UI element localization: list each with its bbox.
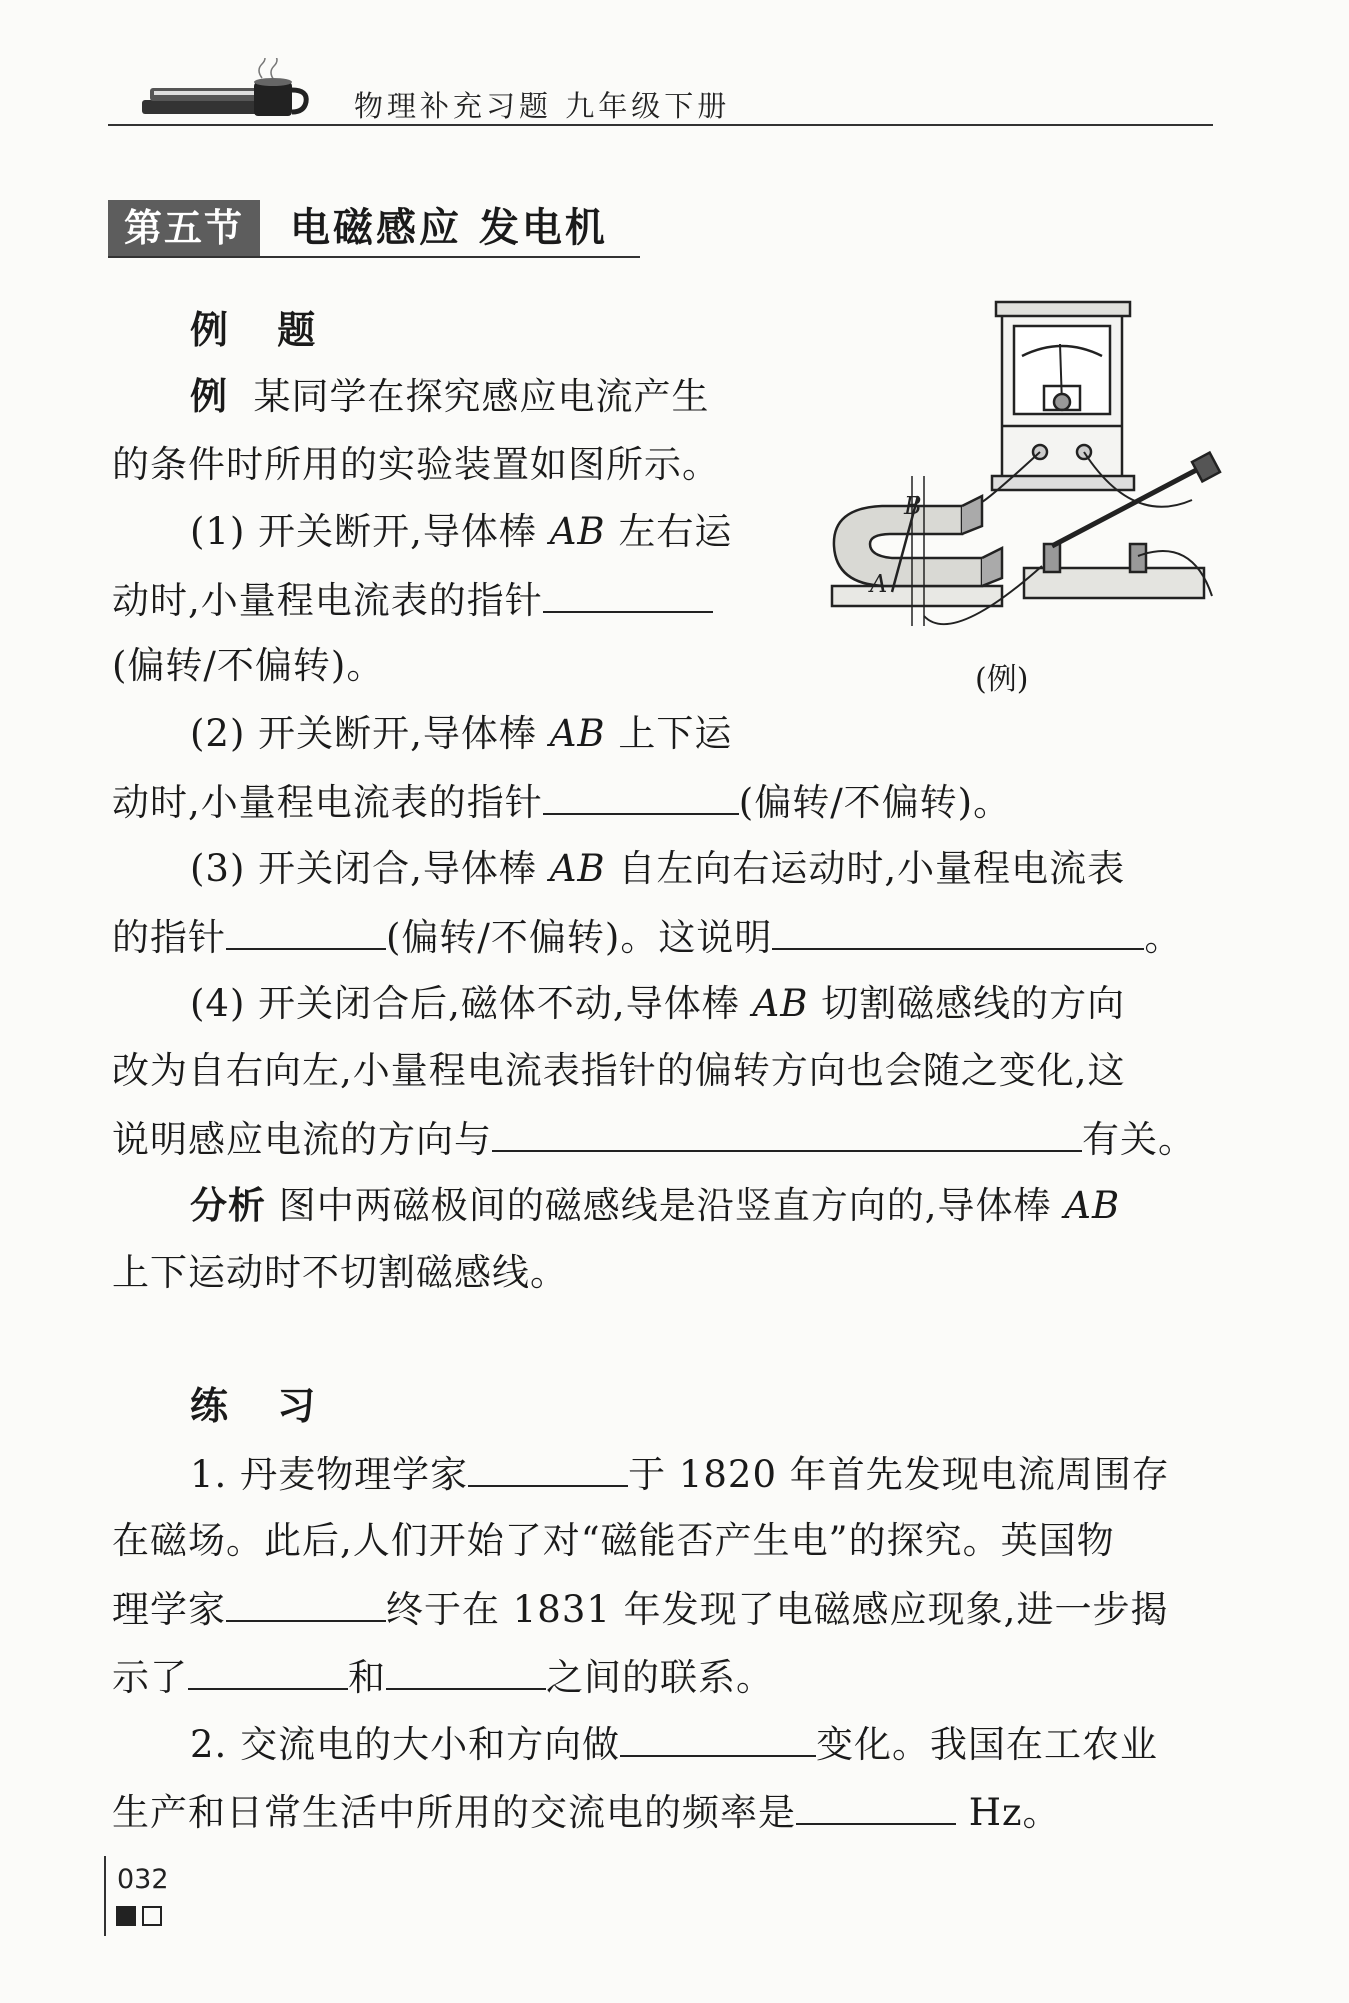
answer-blank[interactable] (226, 912, 386, 950)
q4-line-3: 说明感应电流的方向与 有关。 (112, 1114, 1196, 1164)
empty-square-icon (142, 1906, 162, 1926)
p1-line-4: 示了 和 之间的联系。 (112, 1652, 774, 1702)
example-intro-line-2: 的条件时所用的实验装置如图所示。 (112, 443, 720, 486)
q3-line-2: 的指针 (偏转/不偏转)。这说明 。 (112, 912, 1182, 962)
q1-line-1: (1) 开关断开,导体棒 AB 左右运 (190, 510, 733, 553)
p1-line-2: 在磁场。此后,人们开始了对“磁能否产生电”的探究。英国物 (112, 1519, 1115, 1562)
p2-line-1: 2. 交流电的大小和方向做 变化。我国在工农业 (190, 1719, 1158, 1769)
induction-experiment-figure (812, 296, 1232, 646)
filled-square-icon (116, 1906, 136, 1926)
example-intro-line-1: 例 某同学在探究感应电流产生 (190, 375, 710, 418)
figure-caption: (例) (975, 662, 1029, 697)
answer-blank[interactable] (188, 1652, 348, 1690)
galvanometer-icon (992, 302, 1134, 490)
q4-line-2: 改为自右向左,小量程电流表指针的偏转方向也会随之变化,这 (112, 1049, 1126, 1092)
q4-line-1: (4) 开关闭合后,磁体不动,导体棒 AB 切割磁感线的方向 (190, 982, 1126, 1025)
header-rule (108, 124, 1213, 126)
p1-line-3: 理学家 终于在 1831 年发现了电磁感应现象,进一步揭 (112, 1584, 1168, 1634)
example-heading: 例 题 (190, 308, 334, 352)
p1-line-1: 1. 丹麦物理学家 于 1820 年首先发现电流周围存 (190, 1449, 1170, 1499)
q3-line-1: (3) 开关闭合,导体棒 AB 自左向右运动时,小量程电流表 (190, 847, 1126, 890)
page-number: 032 (117, 1864, 169, 1895)
running-header (108, 40, 1213, 130)
answer-blank[interactable] (492, 1114, 1082, 1152)
answer-blank[interactable] (543, 575, 713, 613)
analysis-line-2: 上下运动时不切割磁感线。 (112, 1251, 568, 1294)
answer-blank[interactable] (468, 1449, 628, 1487)
book-and-cup-logo-icon (134, 58, 334, 128)
section-title-rule (108, 256, 640, 258)
analysis-label: 分析 (190, 1184, 266, 1227)
section-number-tag: 第五节 (108, 200, 260, 256)
analysis-line-1: 分析 图中两磁极间的磁感线是沿竖直方向的,导体棒 AB (190, 1184, 1121, 1227)
answer-blank[interactable] (543, 777, 739, 815)
p2-line-2: 生产和日常生活中所用的交流电的频率是 Hz。 (112, 1787, 1061, 1837)
svg-text:B: B (904, 492, 922, 520)
example-label: 例 (190, 375, 228, 418)
practice-heading: 练 习 (190, 1384, 334, 1428)
section-name: 电磁感应 发电机 (290, 205, 608, 251)
answer-blank[interactable] (796, 1787, 956, 1825)
footer-rule (104, 1856, 106, 1936)
q2-line-2: 动时,小量程电流表的指针 (偏转/不偏转)。 (112, 777, 1011, 827)
running-header-title: 物理补充习题 九年级下册 (354, 89, 731, 123)
svg-text:A: A (870, 570, 888, 598)
q2-line-1: (2) 开关断开,导体棒 AB 上下运 (190, 712, 733, 755)
answer-blank[interactable] (620, 1719, 816, 1757)
q1-line-3: (偏转/不偏转)。 (112, 644, 385, 687)
answer-blank[interactable] (772, 912, 1144, 950)
q1-line-2: 动时,小量程电流表的指针 (112, 575, 713, 625)
answer-blank[interactable] (386, 1652, 546, 1690)
answer-blank[interactable] (226, 1584, 386, 1622)
